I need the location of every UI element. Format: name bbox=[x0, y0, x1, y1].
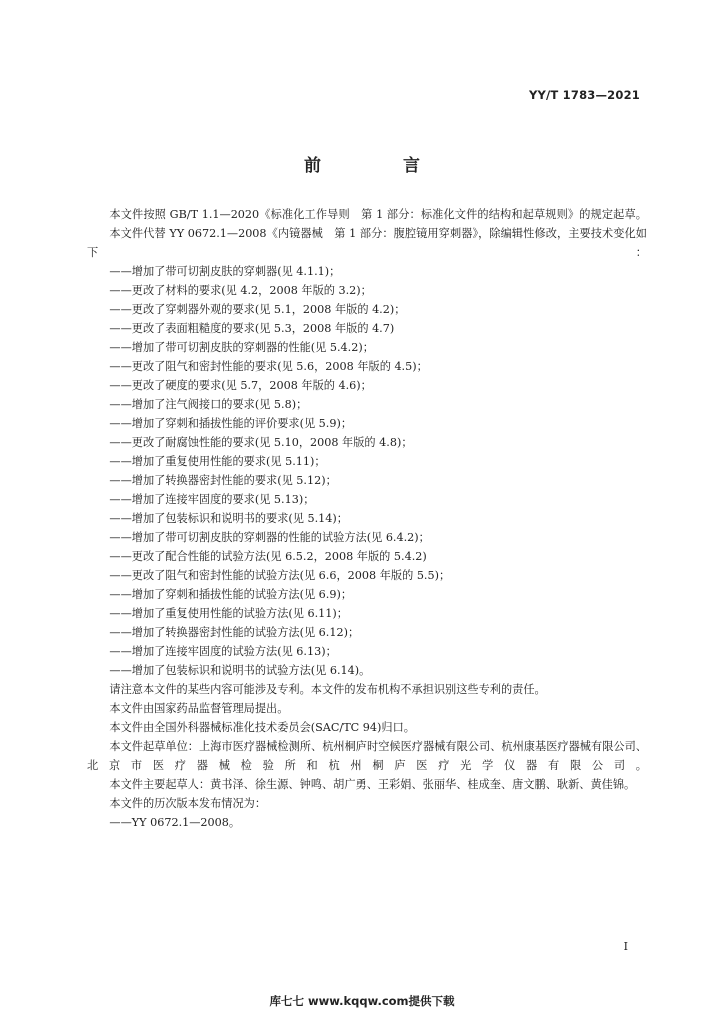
list-item: ——更改了配合性能的试验方法(见 6.5.2，2008 年版的 5.4.2) bbox=[109, 550, 427, 563]
list-item: ——增加了穿刺和插拔性能的评价要求(见 5.9)； bbox=[109, 417, 353, 430]
paragraph: 请注意本文件的某些内容可能涉及专利。本文件的发布机构不承担识别这些专利的责任。 bbox=[109, 683, 546, 696]
paragraph: 本文件的历次版本发布情况为： bbox=[109, 797, 267, 810]
list-item: ——增加了带可切割皮肤的穿刺器的性能的试验方法(见 6.4.2)； bbox=[109, 531, 430, 544]
page-title: 前 言 bbox=[304, 156, 458, 176]
paragraph: 本文件由国家药品监督管理局提出。 bbox=[109, 702, 289, 715]
paragraph: 本文件由全国外科器械标准化技术委员会(SAC/TC 94)归口。 bbox=[109, 721, 415, 734]
paragraph: 本文件按照 GB/T 1.1—2020《标准化工作导则 第 1 部分：标准化文件的结构和起草规则》的规定起草。 bbox=[109, 208, 647, 221]
list-item: ——更改了耐腐蚀性能的要求(见 5.10，2008 年版的 4.8)； bbox=[109, 436, 413, 449]
list-item: ——增加了重复使用性能的试验方法(见 6.11)； bbox=[109, 607, 348, 620]
changes-list bbox=[87, 262, 647, 680]
page-number: I bbox=[623, 940, 628, 953]
list-item: ——更改了阻气和密封性能的试验方法(见 6.6，2008 年版的 5.5)； bbox=[109, 569, 451, 582]
paragraph: 本文件起草单位：上海市医疗器械检测所、杭州桐庐时空候医疗器械有限公司、杭州康基医疗器械有限公司、北京市医疗器械检验所和杭州桐庐医疗光学仪器有限公司。 bbox=[87, 740, 647, 772]
paragraph: 本文件代替 YY 0672.1—2008《内镜器械 第 1 部分：腹腔镜用穿刺器》，除编辑性修改，主要技术变化如下： bbox=[87, 227, 647, 259]
list-item: ——增加了转换器密封性能的试验方法(见 6.12)； bbox=[109, 626, 360, 639]
list-item: ——增加了重复使用性能的要求(见 5.11)； bbox=[109, 455, 326, 468]
list-item: ——更改了表面粗糙度的要求(见 5.3，2008 年版的 4.7) bbox=[109, 322, 395, 335]
list-item: ——增加了连接牢固度的试验方法(见 6.13)； bbox=[109, 645, 337, 658]
footer-watermark: 库七七 www.kqqw.com提供下载 bbox=[269, 994, 455, 1008]
document-code: YY/T 1783—2021 bbox=[528, 88, 640, 102]
list-item: ——增加了包装标识和说明书的试验方法(见 6.14)。 bbox=[109, 664, 371, 677]
list-item: ——更改了穿刺器外观的要求(见 5.1，2008 年版的 4.2)； bbox=[109, 303, 406, 316]
list-item: ——增加了穿刺和插拔性能的试验方法(见 6.9)； bbox=[109, 588, 353, 601]
list-item: ——增加了带可切割皮肤的穿刺器(见 4.1.1)； bbox=[109, 265, 341, 278]
paragraph: 本文件主要起草人：黄书泽、徐生源、钟鸣、胡广勇、王彩娟、张丽华、桂成奎、唐文鹏、耿新、黄佳锦。 bbox=[109, 778, 636, 791]
list-item: ——增加了注气阀接口的要求(见 5.8)； bbox=[109, 398, 308, 411]
list-item: ——增加了连接牢固度的要求(见 5.13)； bbox=[109, 493, 315, 506]
list-item: ——更改了硬度的要求(见 5.7，2008 年版的 4.6)； bbox=[109, 379, 372, 392]
document-body bbox=[87, 205, 647, 832]
list-item: ——更改了材料的要求(见 4.2，2008 年版的 3.2)； bbox=[109, 284, 372, 297]
list-item: ——增加了带可切割皮肤的穿刺器的性能(见 5.4.2)； bbox=[109, 341, 374, 354]
list-item: ——更改了阻气和密封性能的要求(见 5.6，2008 年版的 4.5)； bbox=[109, 360, 428, 373]
list-item: ——增加了包装标识和说明书的要求(见 5.14)； bbox=[109, 512, 348, 525]
list-item: ——YY 0672.1—2008。 bbox=[109, 816, 241, 829]
list-item: ——增加了转换器密封性能的要求(见 5.12)； bbox=[109, 474, 337, 487]
